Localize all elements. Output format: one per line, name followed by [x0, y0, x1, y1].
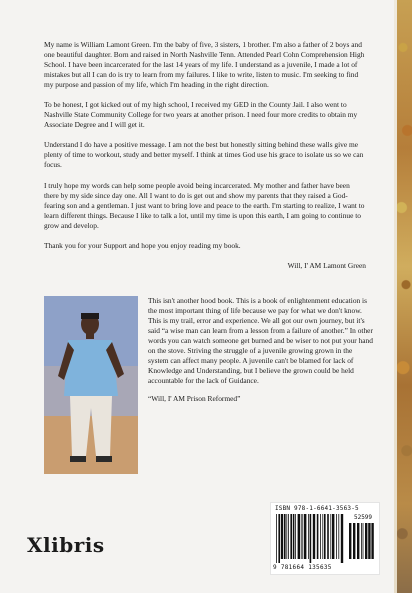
isbn-label: ISBN 978-1-6641-3563-5	[275, 505, 359, 512]
author-photo	[44, 296, 138, 474]
barcode-addon-icon	[349, 523, 375, 563]
publisher-logo: Xlibris	[27, 533, 105, 557]
book-blurb	[148, 296, 374, 412]
blurb-quote: “Will, I' AM Prison Reformed”	[148, 394, 241, 404]
author-bio	[44, 40, 366, 281]
blurb-paragraph: This isn't another hood book. This is a book of enlightenment education is the most important thing of life because we pay for what we don't know. This is my trail, error and experience. We all got our own journey, but it's said “a wise man can learn from a lesson from a failure of another.” In other words you can watch someone get burned and be wiser to not put your hand on the stove. Striving the struggle of a juvenile growing grown in the system can affect many people. A juvenile can't be blamed for lack of Knowledge and Understanding, but I believe the grown could be held accountable for the lack of Guidance.	[148, 296, 373, 386]
author-photo-icon	[44, 296, 138, 474]
bio-paragraph-5: Thank you for your Support and hope you enjoy reading my book.	[44, 240, 241, 250]
barcode-addon-label: 52599	[353, 514, 373, 521]
barcode-number: 9 781664 135635	[273, 564, 332, 571]
barcode-bars-icon	[276, 514, 344, 563]
bio-paragraph-4: I truly hope my words can help some people avoid being incarcerated. My mother and father have been there by my side since day one. All I want to do is get out and show my parents that they raised a God-fearing son and a gentleman. I just want to bring love and peace to the earth. I'm starting to realize, I want to learn different things. Because I like to talk a lot, until my time is upon this earth, I am going to continue to grow and develop.	[44, 180, 365, 230]
bio-paragraph-1: My name is William Lamont Green. I'm the baby of five, 3 sisters, 1 brother. I'm also a father of 2 boys and one beautiful daughter. Born and raised in North Nashville Tenn. Attended Pearl Cohn Comprehension High School. I have been incarcerated for the last 14 years of my life. I understand as a juvenile, I made a lot of mistakes but all I can do is try to learn from my failures. I like to write, listen to music. I'm seeking to find my purpose and passion of my life, which I'm heading in the right direction.	[44, 40, 365, 90]
autumn-tree-edge	[397, 0, 412, 593]
bio-signature: Will, I' AM Lamont Green	[287, 260, 366, 270]
bio-paragraph-3: Understand I do have a positive message. I am not the best but honestly sitting behind these walls give me plenty of time to workout, study and better myself. I think at times God use his grace to isolate us so we can focus.	[44, 140, 364, 170]
bio-paragraph-2: To be honest, I got kicked out of my high school, I received my GED in the County Jail. I also went to Nashville State Community College for two years at another prison. I need four more credits to obtain my Associate Degree and I will get it.	[44, 100, 358, 130]
isbn-barcode	[270, 502, 380, 575]
